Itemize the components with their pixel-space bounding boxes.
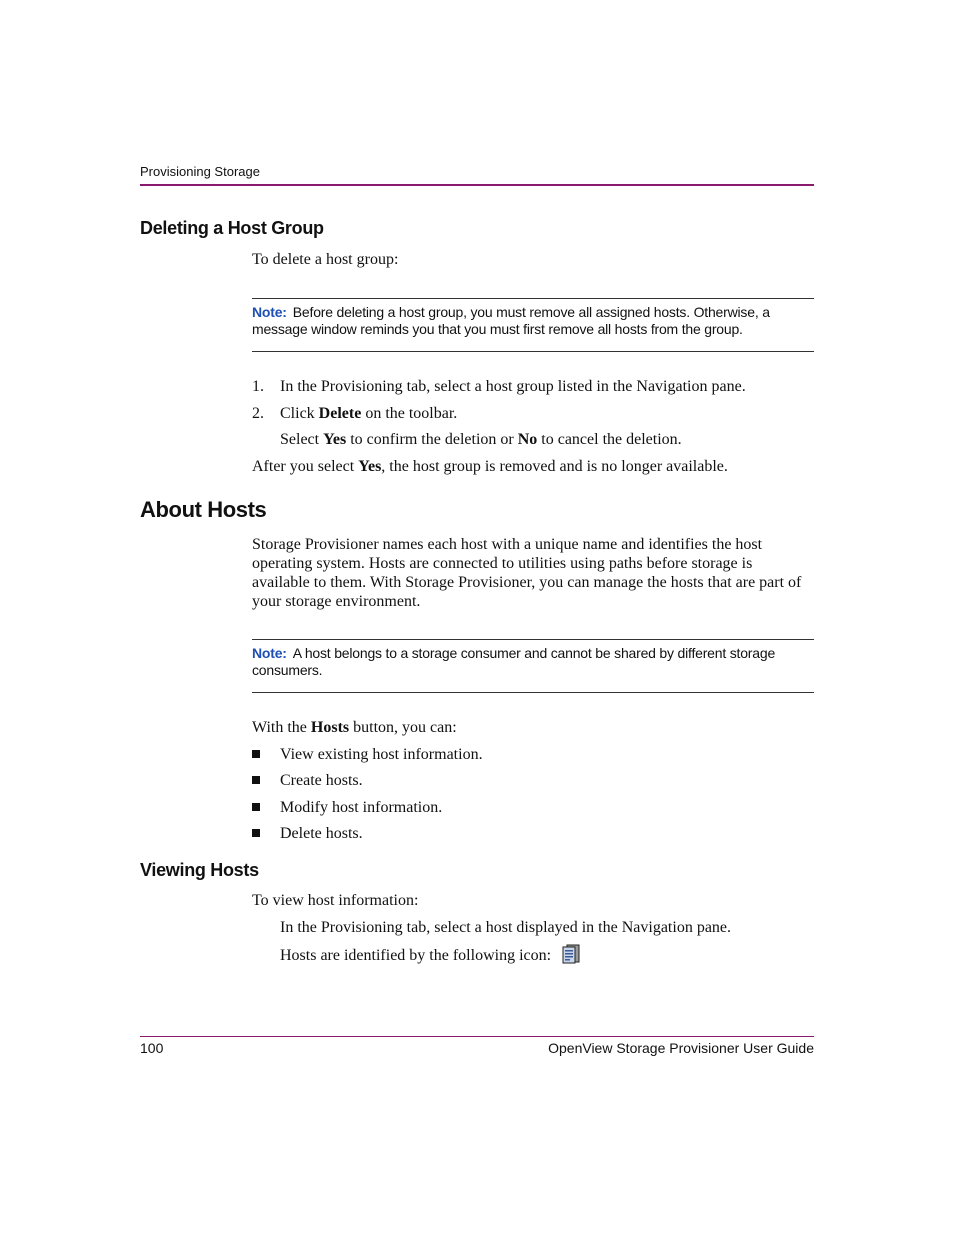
running-header: Provisioning Storage <box>140 164 260 179</box>
heading-viewing-hosts: Viewing Hosts <box>140 860 259 880</box>
note-delete-host-group <box>252 298 814 352</box>
guide-title: OpenView Storage Provisioner User Guide <box>548 1040 814 1056</box>
select-yes-no-line: Select Yes to confirm the deletion or No to cancel the deletion. <box>280 431 682 448</box>
bullet-text: Delete hosts. <box>280 825 363 842</box>
bullet-text: Create hosts. <box>280 772 363 789</box>
bullet-square-icon <box>252 776 260 784</box>
with-hosts-button-line: With the Hosts button, you can: <box>252 719 457 736</box>
page-number: 100 <box>140 1040 164 1056</box>
no-option: No <box>517 431 538 448</box>
step-2 <box>252 404 812 424</box>
bullet-text: Modify host information. <box>280 799 443 816</box>
footer-rule <box>140 1036 814 1037</box>
step-number: 1. <box>252 378 264 395</box>
step-text: In the Provisioning tab, select a host group listed in the Navigation pane. <box>280 378 746 395</box>
host-icon-line <box>280 944 810 965</box>
host-icon-line-text: Hosts are identified by the following icon: <box>280 947 552 964</box>
bullet-item <box>252 771 812 791</box>
hosts-button-name: Hosts <box>310 719 350 736</box>
step-number: 2. <box>252 405 264 422</box>
note-host-consumer <box>252 639 814 693</box>
heading-about-hosts: About Hosts <box>140 497 267 522</box>
note-text: Before deleting a host group, you must remove all assigned hosts. Otherwise, a message window reminds you that you must first remove all hosts from the group. <box>252 304 770 337</box>
bullet-item <box>252 798 812 818</box>
bullet-text: View existing host information. <box>280 746 483 763</box>
viewing-intro: To view host information: <box>252 892 419 909</box>
note-text: A host belongs to a storage consumer and cannot be shared by different storage consumers. <box>252 645 776 678</box>
viewing-step: In the Provisioning tab, select a host displayed in the Navigation pane. <box>280 919 732 936</box>
after-select-line: After you select Yes, the host group is removed and is no longer available. <box>252 458 728 475</box>
host-server-icon <box>561 944 581 964</box>
delete-intro: To delete a host group: <box>252 251 399 268</box>
heading-deleting-host-group: Deleting a Host Group <box>140 218 324 238</box>
bullet-item <box>252 824 812 844</box>
step-1 <box>252 377 812 397</box>
delete-command: Delete <box>318 405 362 422</box>
about-hosts-paragraph: Storage Provisioner names each host with a unique name and identifies the host operating system. Hosts are connected to utilities using paths before storage is available to them. With Storage Provisioner, you can manage the hosts that are part of your storage environment. <box>252 536 802 610</box>
bullet-square-icon <box>252 750 260 758</box>
bullet-square-icon <box>252 829 260 837</box>
note-label: Note: <box>252 304 287 320</box>
note-label: Note: <box>252 645 287 661</box>
bullet-item <box>252 745 812 765</box>
bullet-square-icon <box>252 803 260 811</box>
step-text: Click Delete on the toolbar. <box>280 405 458 422</box>
header-rule <box>140 184 814 186</box>
yes-option: Yes <box>358 458 382 475</box>
yes-option: Yes <box>323 431 347 448</box>
